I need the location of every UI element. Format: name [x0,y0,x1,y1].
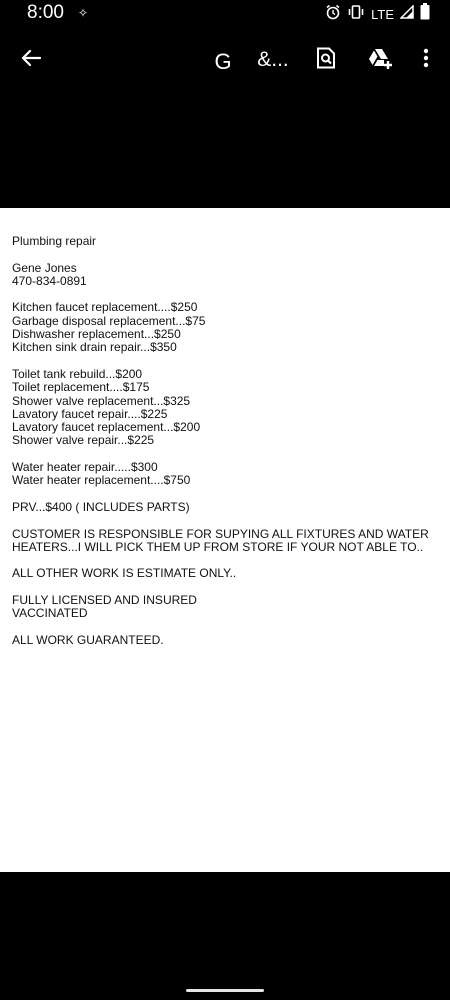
alarm-icon [325,4,341,25]
more-actions-button[interactable]: &... [257,48,289,71]
more-vert-icon [423,48,429,68]
arrow-left-icon [21,49,41,67]
network-type: LTE [371,6,394,22]
doc-line-notice: FULLY LICENSED AND INSURED [12,593,197,608]
status-icons [325,4,430,24]
doc-line-notice: CUSTOMER IS RESPONSIBLE FOR SUPYING ALL FIXTURES AND WATER HEATERS...I WILL PICK THEM UP FROM STORE IF YOUR NOT ABLE TO.. [12,526,429,554]
overflow-menu-button[interactable] [414,40,438,76]
doc-line-price: Shower valve replacement...$325 [12,393,191,408]
back-button[interactable] [16,40,46,76]
status-time: 8:00 [27,2,64,23]
search-in-page-icon [316,47,336,69]
doc-line-price: Kitchen sink drain repair...$350 [12,340,177,355]
doc-line-price: Water heater replacement....$750 [12,473,191,488]
document-page [0,208,450,872]
search-in-page-button[interactable] [312,40,340,76]
doc-line-price: Dishwasher replacement...$250 [12,327,181,342]
status-bar [0,0,450,28]
home-indicator[interactable] [186,989,264,992]
doc-line-name: Gene Jones [12,260,77,275]
vibrate-icon [347,4,365,25]
doc-line-notice: ALL WORK GUARANTEED. [12,632,164,647]
doc-line-price: Toilet replacement....$175 [12,380,150,395]
drive-add-icon [367,47,393,69]
google-search-button[interactable]: G [214,49,232,74]
doc-line-notice: ALL OTHER WORK IS ESTIMATE ONLY.. [12,566,237,581]
doc-line-phone: 470-834-0891 [12,273,87,288]
doc-line-price: Garbage disposal replacement...$75 [12,313,206,328]
sparkle-icon: ✧ [78,6,89,20]
doc-line-price: Kitchen faucet replacement....$250 [12,300,198,315]
toolbar [0,28,450,88]
battery-icon [420,3,430,25]
signal-icon [400,5,414,24]
doc-line-title: Plumbing repair [12,234,97,248]
doc-line-price: Toilet tank rebuild...$200 [12,366,143,381]
add-to-drive-button[interactable] [364,40,396,76]
doc-line-price: Shower valve repair...$225 [12,433,155,448]
bottom-bar [0,872,450,1000]
doc-line-price: PRV...$400 ( INCLUDES PARTS) [12,499,190,514]
doc-line-price: Water heater repair.....$300 [12,460,158,475]
doc-line-price: Lavatory faucet repair....$225 [12,406,168,421]
doc-line-notice: VACCINATED [12,606,88,621]
document-text [12,235,448,647]
doc-line-price: Lavatory faucet replacement...$200 [12,420,201,435]
